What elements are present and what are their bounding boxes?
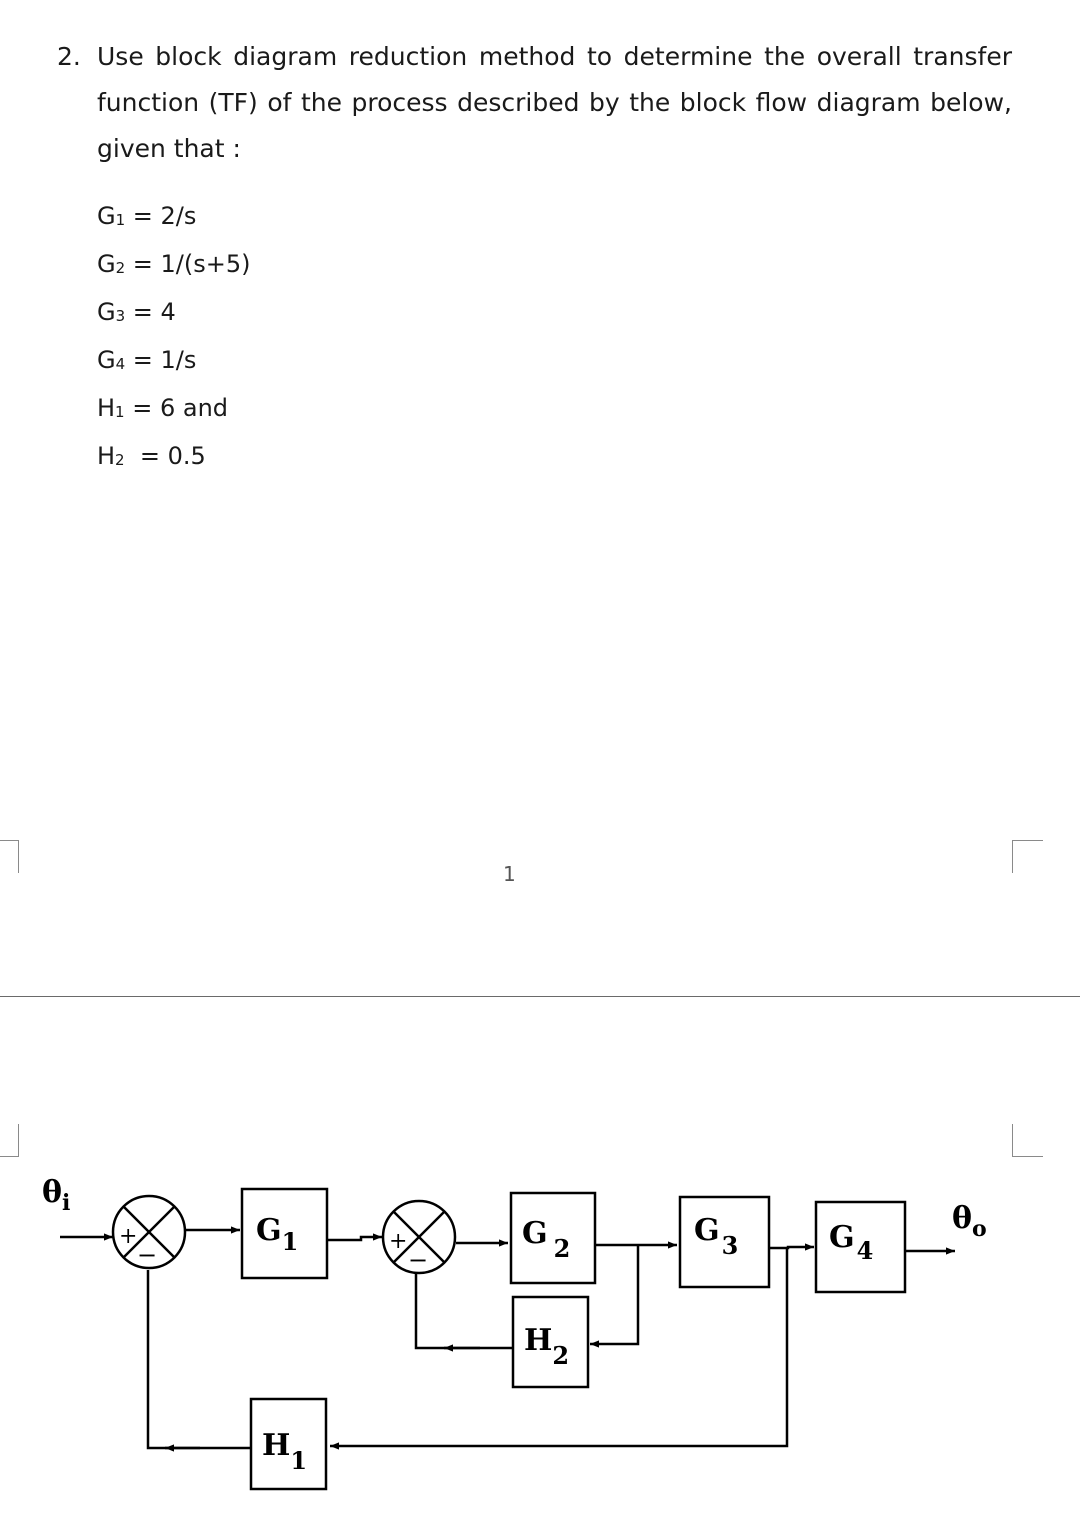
- block-h1-label: $H_1$: [262, 1428, 308, 1475]
- h2-pickoff-line: [590, 1245, 638, 1344]
- h2-return-line: [416, 1270, 512, 1348]
- g3-to-g4-arrow: [770, 1247, 814, 1248]
- question-number: 2.: [57, 42, 81, 71]
- given-g2: $G_2 = 1/(s+5)$: [97, 250, 251, 278]
- question-block: [57, 34, 1012, 172]
- s2-minus-sign: −: [408, 1246, 429, 1274]
- s2-plus-sign: +: [389, 1229, 408, 1254]
- given-g4: $G_4 = 1/s$: [97, 346, 197, 374]
- block-h2-label: $H_2$: [524, 1323, 570, 1370]
- given-g1: $G_1 = 2/s$: [97, 202, 197, 230]
- crop-mark-right-top: [1012, 840, 1043, 873]
- block-g2-label: G $_2$: [522, 1216, 571, 1263]
- given-h2: $H_2 = 0.5$: [97, 442, 206, 470]
- g1-to-s2-arrow: [328, 1237, 382, 1240]
- block-g3-label: $G_3$: [694, 1213, 739, 1260]
- crop-mark-right-bottom: [1012, 1124, 1043, 1157]
- crop-mark-left-top: [0, 840, 19, 873]
- h1-return-line: [148, 1270, 250, 1448]
- crop-mark-left-bottom: [0, 1124, 19, 1157]
- given-h1: $H_1 = 6$ and: [97, 394, 229, 422]
- block-g4-label: $G_4$: [829, 1220, 874, 1265]
- given-values-list: [97, 192, 251, 480]
- question-text: Use block diagram reduction method to determine the overall transfer function (TF) of the process described by the block flow diagram below, given that :: [97, 42, 1012, 163]
- block-g1-label: $G_1$: [256, 1213, 299, 1256]
- input-label: $\theta_i$: [42, 1175, 71, 1216]
- output-label: $\theta_o$: [952, 1201, 987, 1242]
- given-g3: $G_3 = 4$: [97, 298, 176, 326]
- block-flow-diagram: [0, 1160, 1080, 1515]
- page-divider: [0, 996, 1080, 997]
- s1-plus-sign: +: [119, 1224, 138, 1249]
- page-number: 1: [503, 862, 516, 886]
- s1-minus-sign: −: [137, 1241, 158, 1269]
